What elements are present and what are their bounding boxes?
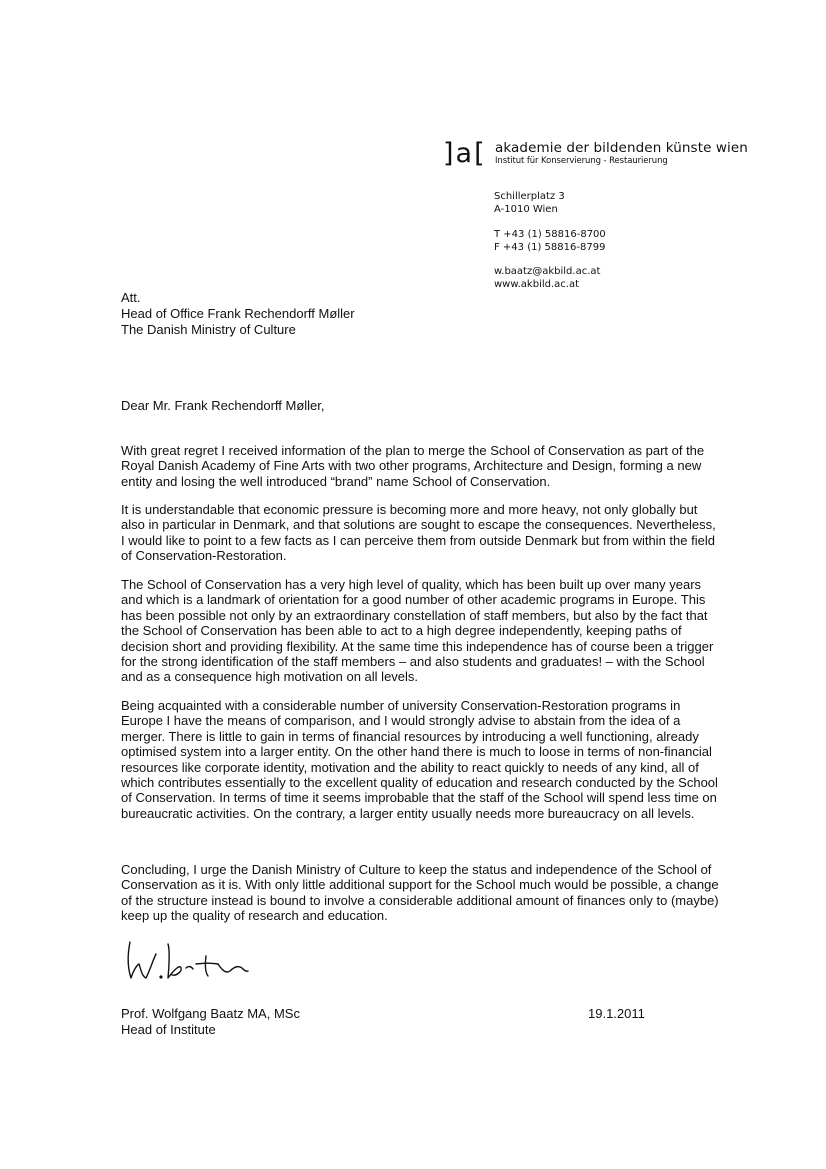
- signature-drawing: [124, 938, 254, 988]
- recipient-block: [121, 290, 355, 338]
- letter-date: 19.1.2011: [588, 1006, 645, 1021]
- website-url: www.akbild.ac.at: [494, 279, 579, 290]
- sender-address: [494, 190, 565, 216]
- recipient-line: Att.: [121, 290, 141, 305]
- address-city: A-1010 Wien: [494, 204, 558, 215]
- sender-phones: [494, 228, 606, 254]
- letterhead-text: [495, 141, 748, 167]
- body-paragraph: It is understandable that economic pressure is becoming more and more heavy, not only globally but also in particular in Denmark, and that solutions are sought to escape the consequences. Nevertheless, I would like to point to a few facts as I can perceive them from outside Denmark but from within the field of Conservation-Restoration.: [121, 502, 716, 564]
- academy-logo: ]a[: [443, 138, 487, 169]
- address-street: Schillerplatz 3: [494, 191, 565, 202]
- handwritten-signature: [124, 938, 254, 988]
- body-paragraph: Concluding, I urge the Danish Ministry of Culture to keep the status and independence of the School of Conservation as it is. With only little additional support for the School much would be possible, a change of the structure instead is bound to involve a considerable additional amount of finances only to (maybe) keep up the quality of research and education.: [121, 862, 719, 924]
- institute-name: Institut für Konservierung - Restaurierung: [495, 156, 668, 166]
- signer-title: Head of Institute: [121, 1022, 216, 1037]
- letterhead-logo-row: [443, 138, 773, 169]
- phone-number: T +43 (1) 58816-8700: [494, 229, 606, 240]
- fax-number: F +43 (1) 58816-8799: [494, 242, 606, 253]
- salutation: Dear Mr. Frank Rechendorff Møller,: [121, 398, 325, 413]
- signer-block: [121, 1006, 300, 1038]
- body-paragraph: The School of Conservation has a very high level of quality, which has been built up over many years and which is a landmark of orientation for a good number of other academic programs in Europe. This has been possible not only by an extraordinary constellation of staff members, but also by the fact that the School of Conservation has been able to act to a high degree independently, keeping paths of decision short and providing flexibility. At the same time this independence has of course been a trigger for the strong identification of the staff members – and also students and graduates! – with the School and as a consequence high motivation on all levels.: [121, 577, 714, 685]
- letterhead: [443, 138, 773, 169]
- body-paragraph: Being acquainted with a considerable number of university Conservation-Restoration programs in Europe I have the means of comparison, and I would strongly advise to abstain from the idea of a merger. There is little to gain in terms of financial resources by introducing a well functioning, already optimised system into a larger entity. On the other hand there is much to loose in terms of non-financial resources like corporate identity, motivation and the ability to react quickly to needs of any kind, all of which contributes essentially to the excellent quality of education and research conducted by the School of Conservation. In terms of time it seems improbable that the staff of the School will spend less time on bureaucratic activities. On the contrary, a larger entity usually needs more bureaucracy on all levels.: [121, 698, 718, 821]
- sender-web: [494, 265, 600, 291]
- body-paragraph: With great regret I received information of the plan to merge the School of Conservation as part of the Royal Danish Academy of Fine Arts with two other programs, Architecture and Design, forming a new entity and losing the well introduced “brand” name School of Conservation.: [121, 443, 705, 489]
- recipient-line: Head of Office Frank Rechendorff Møller: [121, 306, 355, 321]
- email-address: w.baatz@akbild.ac.at: [494, 266, 601, 277]
- academy-name: akademie der bildenden künste wien: [495, 140, 748, 156]
- recipient-line: The Danish Ministry of Culture: [121, 322, 296, 337]
- signer-name: Prof. Wolfgang Baatz MA, MSc: [121, 1006, 300, 1021]
